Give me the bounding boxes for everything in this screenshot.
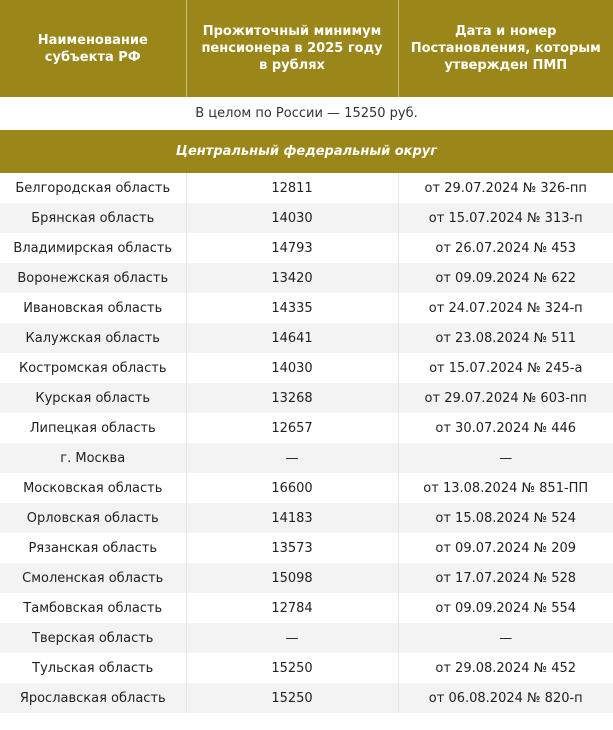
region-cell: Тверская область	[0, 623, 186, 653]
region-cell: Костромская область	[0, 353, 186, 383]
decree-cell: от 29.07.2024 № 603-пп	[398, 383, 613, 413]
value-cell: 14335	[186, 293, 398, 323]
table-row	[0, 473, 613, 503]
decree-cell: от 17.07.2024 № 528	[398, 563, 613, 593]
table-row	[0, 503, 613, 533]
table-summary	[0, 97, 613, 173]
region-cell: Владимирская область	[0, 233, 186, 263]
region-cell: Орловская область	[0, 503, 186, 533]
russia-total-row	[0, 97, 613, 130]
table-row	[0, 293, 613, 323]
region-cell: Курская область	[0, 383, 186, 413]
header-value: Прожиточный минимум пенсионера в 2025 году в рублях	[186, 0, 398, 97]
header-row	[0, 0, 613, 97]
district-title: Центральный федеральный округ	[0, 130, 613, 173]
table-row	[0, 383, 613, 413]
value-cell: 15098	[186, 563, 398, 593]
header-region: Наименование субъекта РФ	[0, 0, 186, 97]
decree-cell: —	[398, 443, 613, 473]
table-row	[0, 683, 613, 713]
value-cell: —	[186, 623, 398, 653]
table-row	[0, 653, 613, 683]
table-row	[0, 203, 613, 233]
decree-cell: от 09.09.2024 № 554	[398, 593, 613, 623]
value-cell: 15250	[186, 683, 398, 713]
value-cell: 12811	[186, 173, 398, 203]
decree-cell: от 09.09.2024 № 622	[398, 263, 613, 293]
decree-cell: от 06.08.2024 № 820-п	[398, 683, 613, 713]
decree-cell: от 26.07.2024 № 453	[398, 233, 613, 263]
region-cell: Московская область	[0, 473, 186, 503]
value-cell: 14641	[186, 323, 398, 353]
decree-cell: от 30.07.2024 № 446	[398, 413, 613, 443]
table-header	[0, 0, 613, 97]
region-cell: Тульская область	[0, 653, 186, 683]
value-cell: 14030	[186, 353, 398, 383]
region-cell: Воронежская область	[0, 263, 186, 293]
value-cell: 13268	[186, 383, 398, 413]
decree-cell: от 15.08.2024 № 524	[398, 503, 613, 533]
region-cell: Ярославская область	[0, 683, 186, 713]
region-cell: Ивановская область	[0, 293, 186, 323]
table-row	[0, 173, 613, 203]
decree-cell: от 15.07.2024 № 245-а	[398, 353, 613, 383]
table-row	[0, 563, 613, 593]
decree-cell: от 09.07.2024 № 209	[398, 533, 613, 563]
value-cell: 15250	[186, 653, 398, 683]
table-row	[0, 533, 613, 563]
decree-cell: —	[398, 623, 613, 653]
district-row	[0, 130, 613, 173]
table-row	[0, 233, 613, 263]
table-body	[0, 173, 613, 713]
table-row	[0, 323, 613, 353]
russia-total: В целом по России — 15250 руб.	[0, 97, 613, 130]
decree-cell: от 13.08.2024 № 851-ПП	[398, 473, 613, 503]
region-cell: Смоленская область	[0, 563, 186, 593]
region-cell: Тамбовская область	[0, 593, 186, 623]
region-cell: Липецкая область	[0, 413, 186, 443]
decree-cell: от 24.07.2024 № 324-п	[398, 293, 613, 323]
header-decree: Дата и номер Постановления, которым утвержден ПМП	[398, 0, 613, 97]
region-cell: Белгородская область	[0, 173, 186, 203]
decree-cell: от 15.07.2024 № 313-п	[398, 203, 613, 233]
value-cell: 14030	[186, 203, 398, 233]
table-row	[0, 443, 613, 473]
value-cell: 14793	[186, 233, 398, 263]
table-row	[0, 353, 613, 383]
table-row	[0, 593, 613, 623]
value-cell: 13573	[186, 533, 398, 563]
table-row	[0, 263, 613, 293]
decree-cell: от 29.08.2024 № 452	[398, 653, 613, 683]
value-cell: 12784	[186, 593, 398, 623]
value-cell: 13420	[186, 263, 398, 293]
table-row	[0, 413, 613, 443]
region-cell: Брянская область	[0, 203, 186, 233]
region-cell: г. Москва	[0, 443, 186, 473]
value-cell: 16600	[186, 473, 398, 503]
region-cell: Рязанская область	[0, 533, 186, 563]
table-row	[0, 623, 613, 653]
value-cell: 12657	[186, 413, 398, 443]
decree-cell: от 29.07.2024 № 326-пп	[398, 173, 613, 203]
value-cell: —	[186, 443, 398, 473]
region-cell: Калужская область	[0, 323, 186, 353]
decree-cell: от 23.08.2024 № 511	[398, 323, 613, 353]
value-cell: 14183	[186, 503, 398, 533]
